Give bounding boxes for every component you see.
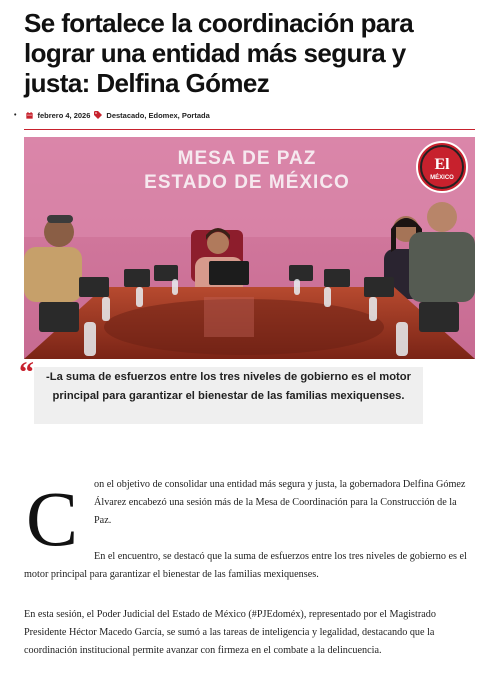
hero-image[interactable] [24,137,475,359]
pullquote [34,367,423,424]
calendar-icon [26,112,33,119]
paragraph-3: En esta sesión, el Poder Judicial del Estado de México (#PJEdoméx), representado por el Magistrado Presidente Héctor Macedo García, se sumó a las tareas de inteligencia y legalidad, destacando que la coordinación institucional permite avanzar con firmeza en el combate a la delincuencia. [24,609,436,656]
logo-text-mexico: MÉXICO [430,175,454,181]
title-divider [24,129,475,130]
paragraph-2: En el encuentro, se destacó que la suma de esfuerzos entre los tres niveles de gobierno es el motor principal para garantizar el bienestar de las familias mexiquenses. [24,551,467,580]
post-date[interactable]: febrero 4, 2026 [37,110,91,120]
el-mexico-logo [417,142,467,192]
post-meta [14,109,210,121]
post-categories[interactable]: Destacado, Edomex, Portada [106,110,210,120]
drop-cap: C [26,475,79,562]
logo-text-el: El [434,156,450,173]
tag-icon [94,111,102,119]
pullquote-text: -La suma de esfuerzos entre los tres niveles de gobierno es el motor principal para garantizar el bienestar de las familias mexiquenses. [46,371,411,402]
banner-line-1: MESA DE PAZ [177,148,317,169]
meta-bullet: • [14,111,17,119]
banner-line-2: ESTADO DE MÉXICO [144,172,350,193]
article-title: Se fortalece la coordinación para lograr una entidad más segura y justa: Delfina Gómez [24,8,414,98]
quote-icon: “ [19,356,34,389]
paragraph-1: on el objetivo de consolidar una entidad más segura y justa, la gobernadora Delfina Gómez Álvarez encabezó una sesión más de la Mesa de Coordinación para la Construcción de la Paz. [94,479,466,526]
